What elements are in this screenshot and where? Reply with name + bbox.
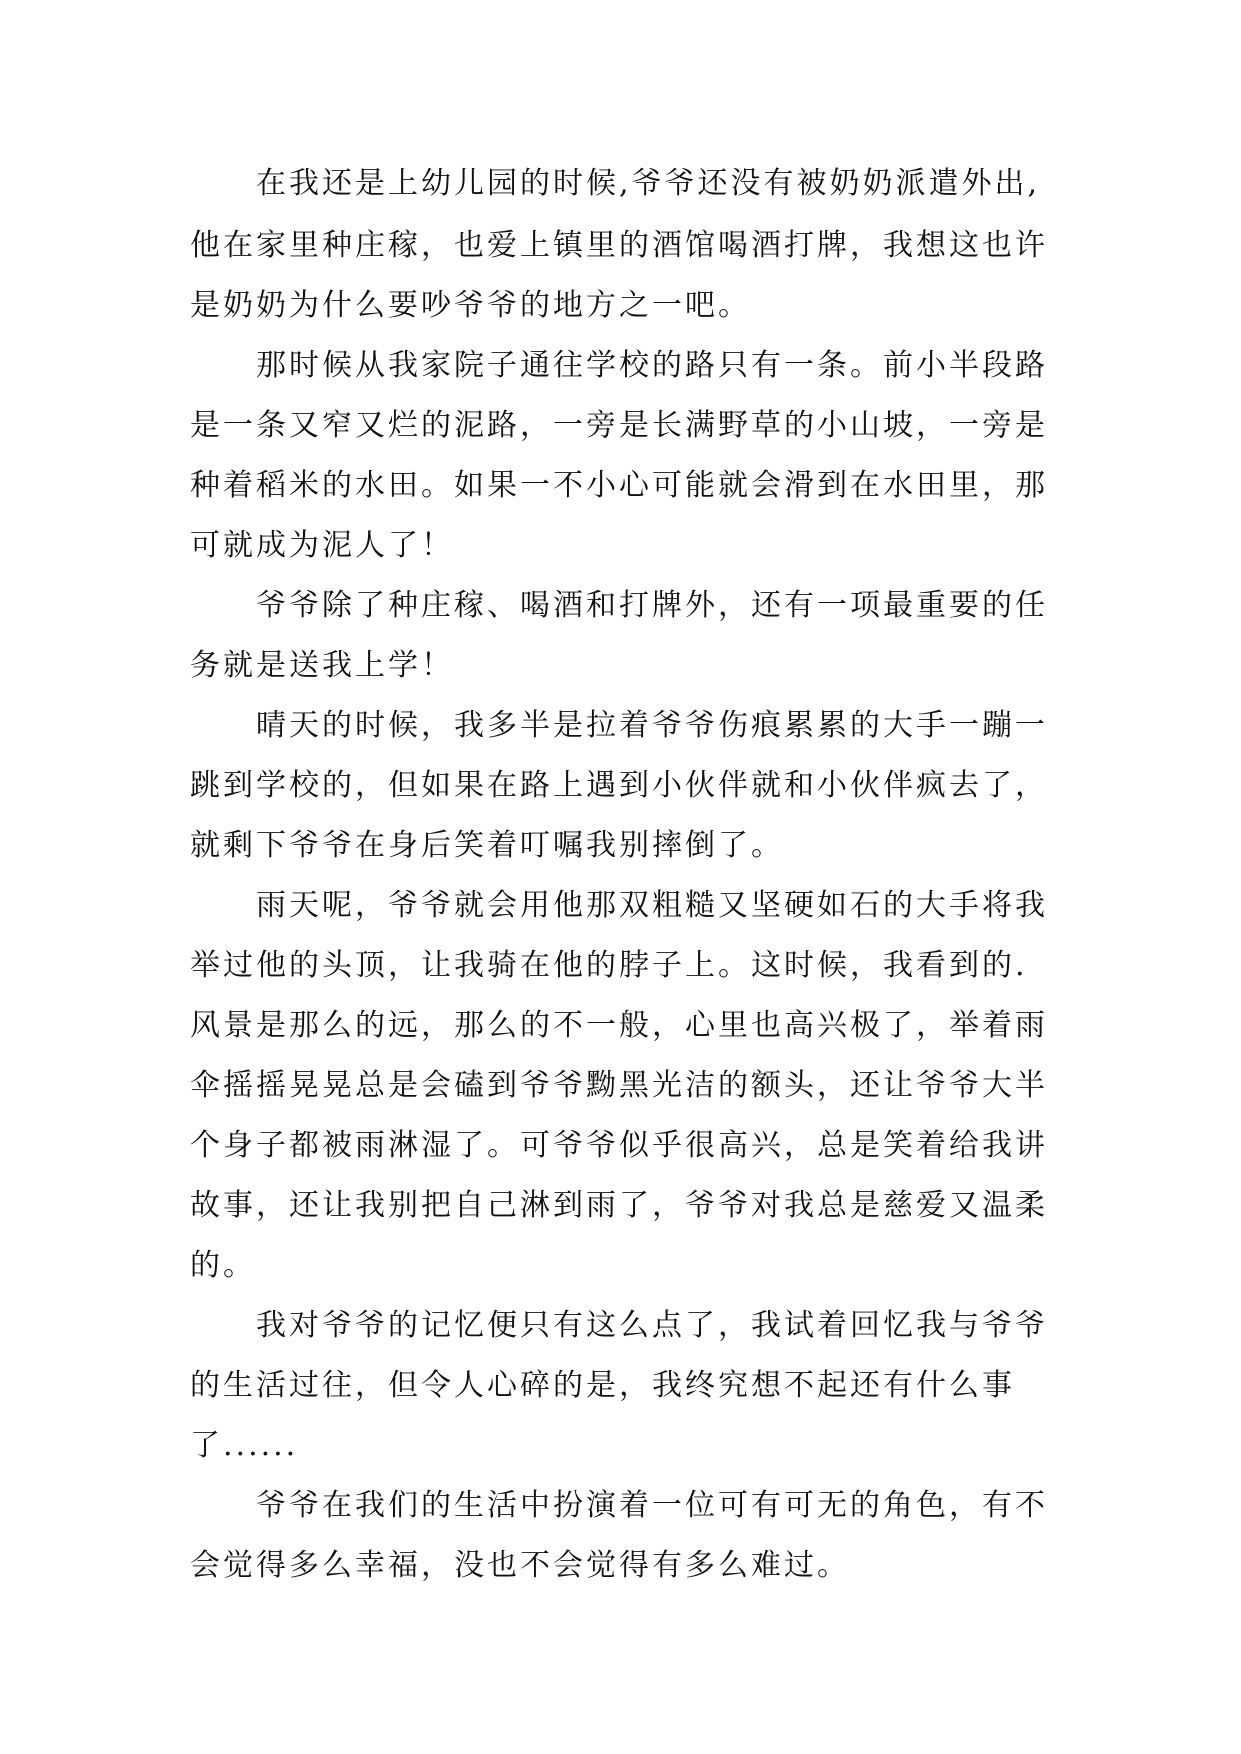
text-line: 爷爷除了种庄稼、喝酒和打牌外，还有一项最重要的任 (256, 588, 1048, 623)
text-line: 可就成为泥人了！ (190, 528, 454, 563)
text-line: 雨天呢，爷爷就会用他那双粗糙又坚硬如石的大手将我 (256, 888, 1048, 923)
text-line: 我对爷爷的记忆便只有这么点了，我试着回忆我与爷爷 (256, 1308, 1048, 1343)
text-line: 是奶奶为什么要吵爷爷的地方之一吧。 (190, 288, 751, 323)
text-line: 的。 (190, 1248, 256, 1283)
text-line: 的生活过往，但令人心碎的是，我终究想不起还有什么事 (190, 1368, 1015, 1403)
text-line: 举过他的头顶，让我骑在他的脖子上。这时候，我看到的. (190, 948, 1028, 983)
text-line: 会觉得多么幸福，没也不会觉得有多么难过。 (190, 1548, 850, 1583)
text-line: 跳到学校的，但如果在路上遇到小伙伴就和小伙伴疯去了， (190, 768, 1048, 803)
text-line: 了...... (190, 1428, 299, 1463)
text-line: 故事，还让我别把自己淋到雨了，爷爷对我总是慈爱又温柔 (190, 1188, 1048, 1223)
text-line: 他在家里种庄稼，也爱上镇里的酒馆喝酒打牌，我想这也许 (190, 228, 1048, 263)
text-line: 在我还是上幼儿园的时候,爷爷还没有被奶奶派遣外出, (256, 166, 1041, 201)
text-line: 是一条又窄又烂的泥路，一旁是长满野草的小山坡，一旁是 (190, 408, 1048, 443)
text-line: 爷爷在我们的生活中扮演着一位可有可无的角色，有不 (256, 1488, 1048, 1523)
text-line: 伞摇摇晃晃总是会磕到爷爷黝黑光洁的额头，还让爷爷大半 (190, 1068, 1048, 1103)
text-line: 个身子都被雨淋湿了。可爷爷似乎很高兴，总是笑着给我讲 (190, 1128, 1048, 1163)
text-line: 那时候从我家院子通往学校的路只有一条。前小半段路 (256, 348, 1048, 383)
text-line: 风景是那么的远，那么的不一般，心里也高兴极了，举着雨 (190, 1008, 1048, 1043)
text-line: 种着稻米的水田。如果一不小心可能就会滑到在水田里，那 (190, 468, 1048, 503)
text-line: 务就是送我上学！ (190, 648, 454, 683)
text-line: 晴天的时候，我多半是拉着爷爷伤痕累累的大手一蹦一 (256, 708, 1048, 743)
text-line: 就剩下爷爷在身后笑着叮嘱我别摔倒了。 (190, 828, 784, 863)
